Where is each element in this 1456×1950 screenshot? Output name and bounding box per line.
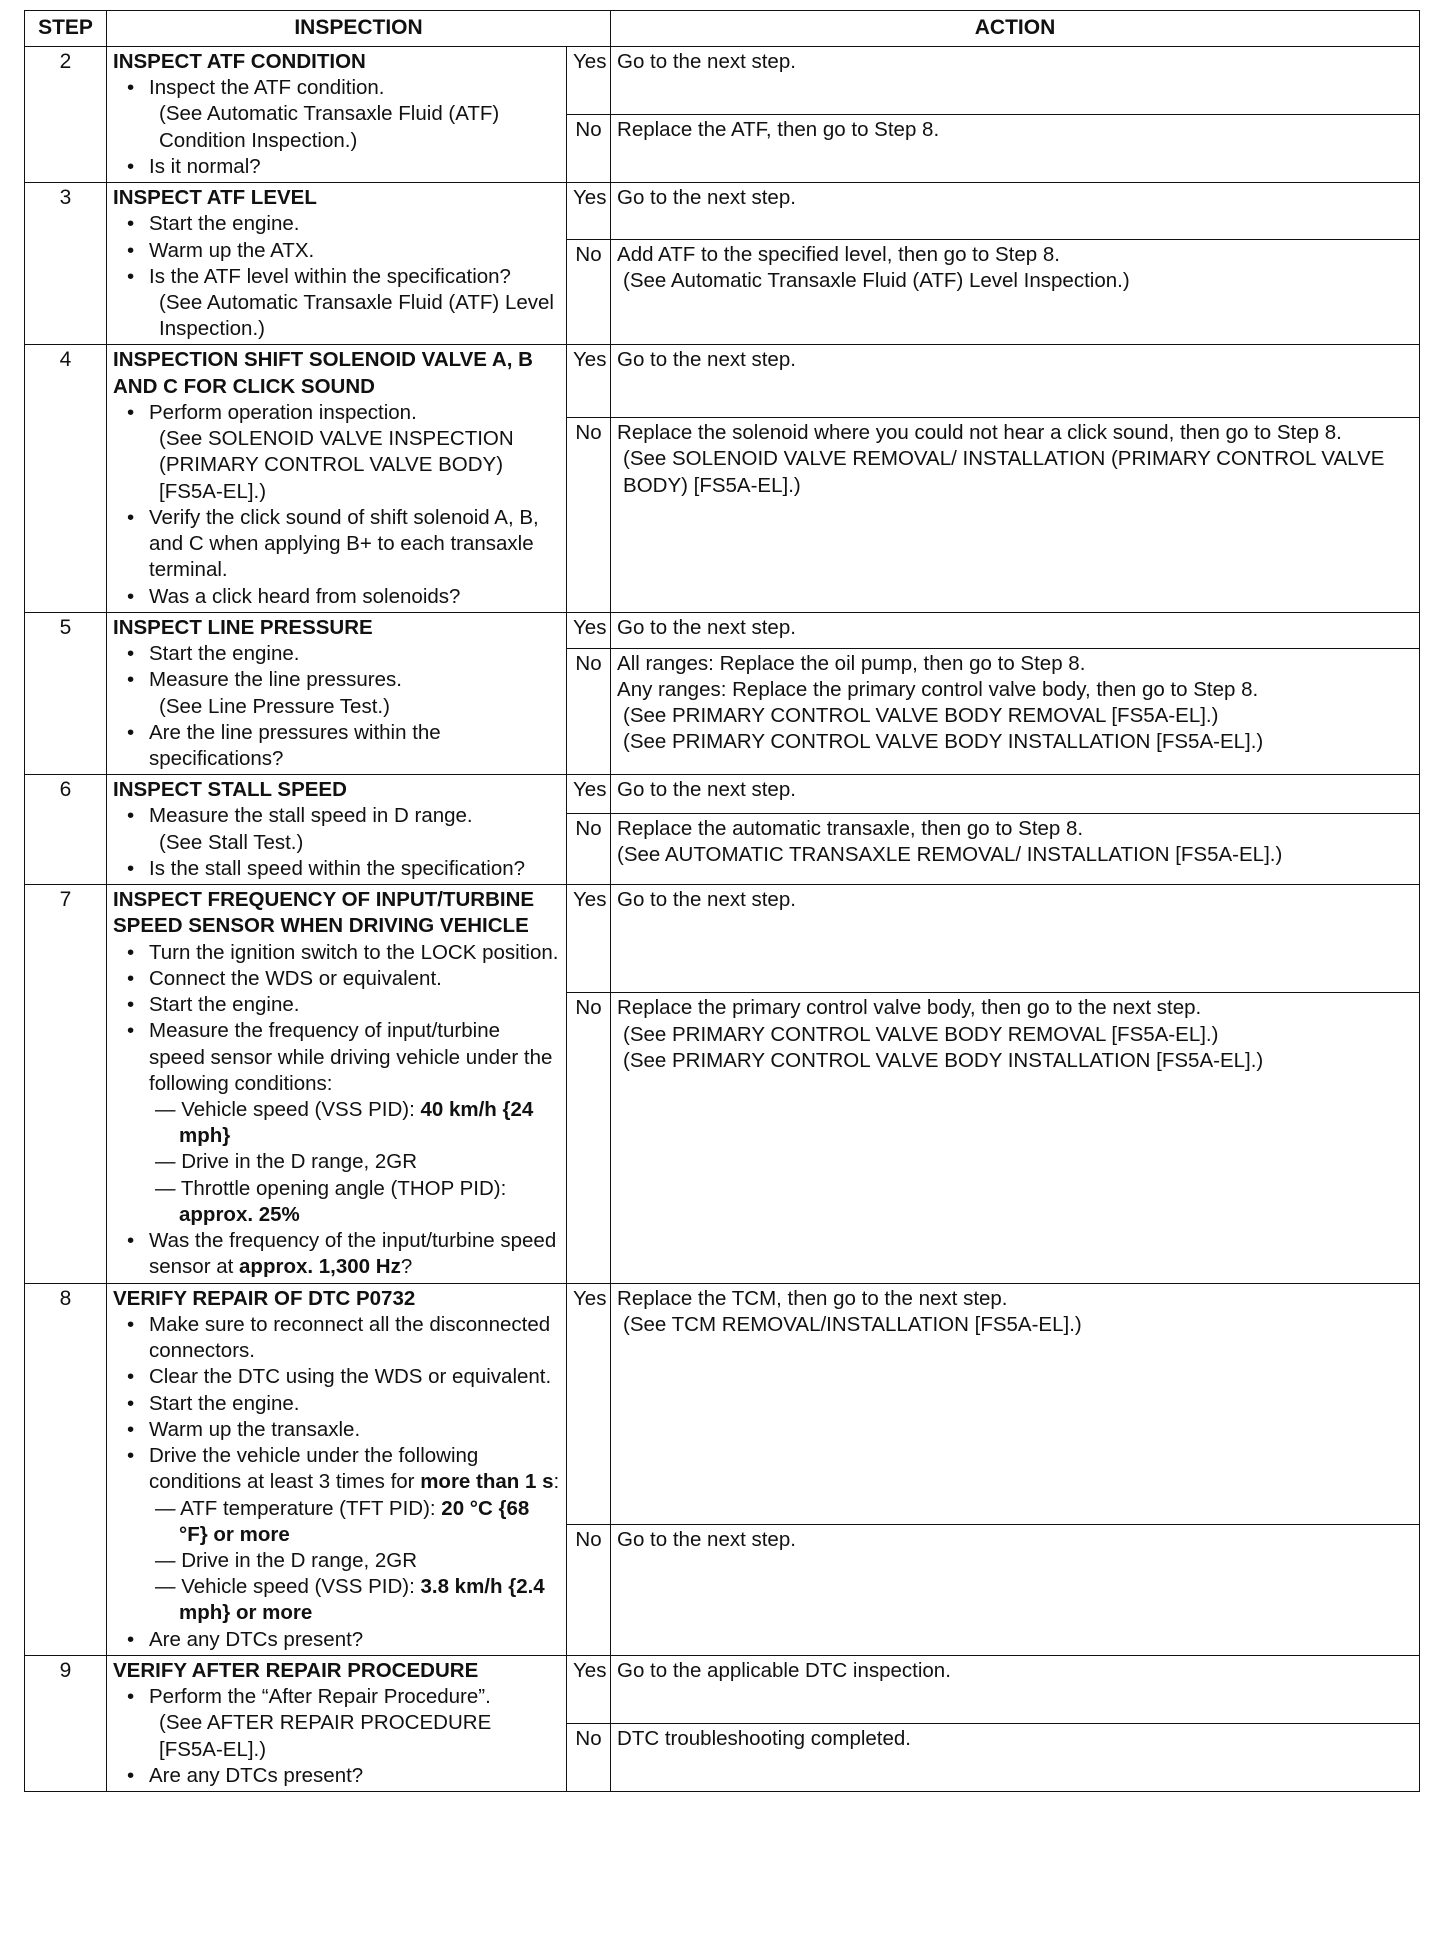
- troubleshooting-document: [24, 10, 1420, 1792]
- inspection-cell: [107, 612, 567, 774]
- list-item: • Start the engine.: [113, 1391, 560, 1417]
- inspection-title: INSPECT ATF CONDITION: [113, 49, 366, 73]
- no-action: All ranges: Replace the oil pump, then go to Step 8.: [617, 651, 1086, 675]
- no-action: Replace the ATF, then go to Step 8.: [611, 114, 1420, 182]
- item-text: Measure the line pressures.: [149, 668, 402, 692]
- action-reference: (See PRIMARY CONTROL VALVE BODY REMOVAL [FS5A-EL].): [623, 1022, 1219, 1046]
- action-reference: (See SOLENOID VALVE REMOVAL/ INSTALLATION (PRIMARY CONTROL VALVE BODY) [FS5A-EL].): [623, 447, 1385, 497]
- condition-text: — Vehicle speed (VSS PID):: [155, 1098, 421, 1122]
- inspection-cell: [107, 775, 567, 885]
- condition-text: — Drive in the D range, 2GR: [155, 1549, 418, 1572]
- list-item: [113, 75, 560, 154]
- yes-action: Replace the TCM, then go to the next step.: [617, 1286, 1008, 1310]
- no-action-more: Any ranges: Replace the primary control valve body, then go to Step 8.: [617, 677, 1259, 701]
- no-label: No: [567, 114, 611, 182]
- yes-action: Go to the next step.: [611, 775, 1420, 814]
- table-row: [25, 1283, 1420, 1524]
- list-item: [113, 264, 560, 343]
- list-item: • Connect the WDS or equivalent.: [113, 966, 560, 992]
- inspection-title: INSPECT LINE PRESSURE: [113, 615, 373, 639]
- no-action-cell: [611, 240, 1420, 345]
- no-action-cell: [611, 648, 1420, 774]
- item-reference: (See Stall Test.): [159, 830, 304, 854]
- list-item: [113, 1228, 560, 1280]
- list-item: • Verify the click sound of shift solenoid A, B, and C when applying B+ to each transaxle terminal.: [113, 505, 560, 584]
- step-2-group: [25, 46, 1420, 182]
- table-row: [25, 46, 1420, 114]
- action-reference: (See Automatic Transaxle Fluid (ATF) Level Inspection.): [623, 269, 1130, 293]
- condition-value: approx. 25%: [179, 1202, 300, 1226]
- no-label: No: [567, 1724, 611, 1792]
- yes-label: Yes: [567, 612, 611, 648]
- yes-label: Yes: [567, 1655, 611, 1723]
- step-number: 9: [25, 1655, 107, 1791]
- inspection-cell: [107, 1655, 567, 1791]
- step-3-group: [25, 183, 1420, 345]
- no-label: No: [567, 1524, 611, 1655]
- list-item: [113, 803, 560, 855]
- inspection-list: [113, 400, 560, 610]
- item-text: Measure the stall speed in D range.: [149, 804, 473, 828]
- list-item: • Are the line pressures within the specifications?: [113, 720, 560, 772]
- no-action: Replace the primary control valve body, then go to the next step.: [617, 996, 1202, 1020]
- table-row: [25, 1655, 1420, 1723]
- list-item: • Start the engine.: [113, 211, 560, 237]
- step-4-group: [25, 345, 1420, 612]
- action-reference: (See PRIMARY CONTROL VALVE BODY REMOVAL [FS5A-EL].): [623, 704, 1219, 728]
- table-row: [25, 775, 1420, 814]
- step-number: 6: [25, 775, 107, 885]
- item-reference: (See AFTER REPAIR PROCEDURE [FS5A-EL].): [159, 1711, 492, 1761]
- condition-value: 20 °C {68 °F} or more: [179, 1496, 530, 1546]
- list-item: • Turn the ignition switch to the LOCK position.: [113, 940, 560, 966]
- no-action: Add ATF to the specified level, then go to Step 8.: [617, 243, 1060, 267]
- no-action-cell: [611, 813, 1420, 884]
- table-row: [25, 183, 1420, 240]
- inspection-list: [113, 803, 560, 882]
- yes-action: Go to the next step.: [611, 885, 1420, 993]
- item-text: Was the frequency of the input/turbine speed sensor at: [149, 1229, 557, 1279]
- condition-value: 40 km/h {24 mph}: [179, 1098, 534, 1148]
- inspection-cell: [107, 885, 567, 1284]
- item-value: more than 1 s: [420, 1470, 554, 1494]
- no-action: Replace the automatic transaxle, then go to Step 8.: [617, 816, 1084, 840]
- yes-action: Go to the next step.: [611, 345, 1420, 418]
- action-header: ACTION: [611, 11, 1420, 47]
- table-header-row: [25, 11, 1420, 47]
- item-text-end: ?: [400, 1255, 413, 1279]
- inspection-cell: [107, 1283, 567, 1655]
- yes-label: Yes: [567, 775, 611, 814]
- action-reference: (See AUTOMATIC TRANSAXLE REMOVAL/ INSTALLATION [FS5A-EL].): [617, 843, 1283, 867]
- no-label: No: [567, 993, 611, 1283]
- inspection-title: INSPECT FREQUENCY OF INPUT/TURBINE SPEED SENSOR WHEN DRIVING VEHICLE: [113, 888, 535, 938]
- yes-label: Yes: [567, 345, 611, 418]
- list-item: • Is the stall speed within the specification?: [113, 856, 560, 882]
- inspection-cell: [107, 345, 567, 612]
- condition-text: — Drive in the D range, 2GR: [155, 1150, 418, 1174]
- inspection-list: [113, 1684, 560, 1789]
- condition-value: 3.8 km/h {2.4 mph} or more: [179, 1575, 545, 1625]
- yes-action: Go to the next step.: [611, 183, 1420, 240]
- item-text: Inspect the ATF condition.: [149, 76, 385, 100]
- condition-text: — ATF temperature (TFT PID):: [155, 1496, 442, 1520]
- item-reference: (See SOLENOID VALVE INSPECTION (PRIMARY CONTROL VALVE BODY) [FS5A-EL].): [159, 427, 514, 503]
- condition-item: [113, 1548, 560, 1574]
- condition-item: [113, 1176, 560, 1228]
- inspection-cell: [107, 46, 567, 182]
- item-text-end: :: [553, 1470, 560, 1494]
- table-row: [25, 885, 1420, 993]
- condition-text: — Vehicle speed (VSS PID):: [155, 1575, 421, 1599]
- table-row: [25, 612, 1420, 648]
- yes-label: Yes: [567, 885, 611, 993]
- step-number: 4: [25, 345, 107, 612]
- list-item: • Was a click heard from solenoids?: [113, 584, 560, 610]
- step-9-group: [25, 1655, 1420, 1791]
- list-item: • Are any DTCs present?: [113, 1627, 560, 1653]
- no-action: DTC troubleshooting completed.: [611, 1724, 1420, 1792]
- inspection-list: [113, 1312, 560, 1653]
- inspection-title: INSPECTION SHIFT SOLENOID VALVE A, B AND C FOR CLICK SOUND: [113, 348, 533, 398]
- yes-label: Yes: [567, 1283, 611, 1524]
- item-reference: (See Automatic Transaxle Fluid (ATF) Condition Inspection.): [159, 102, 500, 152]
- inspection-title: VERIFY REPAIR OF DTC P0732: [113, 1286, 416, 1310]
- condition-item: [113, 1149, 560, 1175]
- step-number: 8: [25, 1283, 107, 1655]
- inspection-list: [113, 940, 560, 1281]
- no-action: Go to the next step.: [611, 1524, 1420, 1655]
- list-item: • Start the engine.: [113, 992, 560, 1018]
- item-text: Is the ATF level within the specification?: [149, 264, 511, 288]
- list-item: • Is it normal?: [113, 154, 560, 180]
- no-label: No: [567, 813, 611, 884]
- yes-label: Yes: [567, 183, 611, 240]
- no-label: No: [567, 648, 611, 774]
- step-6-group: [25, 775, 1420, 885]
- no-action-cell: [611, 418, 1420, 613]
- action-reference-2: (See PRIMARY CONTROL VALVE BODY INSTALLATION [FS5A-EL].): [623, 1048, 1264, 1072]
- list-item: [113, 400, 560, 505]
- item-reference: (See Automatic Transaxle Fluid (ATF) Level Inspection.): [159, 290, 554, 341]
- list-item: [113, 1684, 560, 1763]
- step-number: 7: [25, 885, 107, 1284]
- step-number: 5: [25, 612, 107, 774]
- item-reference: (See Line Pressure Test.): [159, 694, 390, 718]
- inspection-title: INSPECT ATF LEVEL: [113, 186, 317, 210]
- step-header: STEP: [25, 11, 107, 47]
- condition-text: — Throttle opening angle (THOP PID):: [155, 1176, 507, 1200]
- yes-action: Go to the next step.: [611, 612, 1420, 648]
- inspection-list: [113, 211, 560, 342]
- list-item: • Warm up the transaxle.: [113, 1417, 560, 1443]
- inspection-list: [113, 641, 560, 772]
- item-text: Drive the vehicle under the following conditions at least 3 times for: [149, 1444, 479, 1494]
- list-item: [113, 1443, 560, 1495]
- inspection-list: [113, 75, 560, 180]
- step-5-group: [25, 612, 1420, 774]
- inspection-table: [24, 10, 1420, 1792]
- list-item: [113, 667, 560, 719]
- action-reference-2: (See PRIMARY CONTROL VALVE BODY INSTALLATION [FS5A-EL].): [623, 730, 1264, 754]
- yes-action-cell: [611, 1283, 1420, 1524]
- no-action: Replace the solenoid where you could not hear a click sound, then go to Step 8.: [617, 421, 1342, 445]
- yes-action: Go to the applicable DTC inspection.: [611, 1655, 1420, 1723]
- inspection-title: INSPECT STALL SPEED: [113, 778, 347, 802]
- step-7-group: [25, 885, 1420, 1284]
- list-item: • Are any DTCs present?: [113, 1763, 560, 1789]
- step-number: 3: [25, 183, 107, 345]
- inspection-header: INSPECTION: [107, 11, 611, 47]
- list-item: • Warm up the ATX.: [113, 238, 560, 264]
- no-label: No: [567, 418, 611, 613]
- list-item: • Make sure to reconnect all the disconnected connectors.: [113, 1312, 560, 1364]
- list-item: • Measure the frequency of input/turbine speed sensor while driving vehicle under the following conditions:: [113, 1018, 560, 1097]
- no-action-cell: [611, 993, 1420, 1283]
- condition-item: [113, 1574, 560, 1626]
- item-value: approx. 1,300 Hz: [239, 1255, 401, 1279]
- yes-label: Yes: [567, 46, 611, 114]
- list-item: • Clear the DTC using the WDS or equivalent.: [113, 1364, 560, 1390]
- list-item: • Start the engine.: [113, 641, 560, 667]
- action-reference: (See TCM REMOVAL/INSTALLATION [FS5A-EL].): [623, 1312, 1082, 1336]
- condition-item: [113, 1496, 560, 1548]
- inspection-title: VERIFY AFTER REPAIR PROCEDURE: [113, 1658, 479, 1682]
- condition-item: [113, 1097, 560, 1149]
- item-text: Perform operation inspection.: [149, 400, 417, 424]
- yes-action: Go to the next step.: [611, 46, 1420, 114]
- no-label: No: [567, 240, 611, 345]
- table-row: [25, 345, 1420, 418]
- step-8-group: [25, 1283, 1420, 1655]
- inspection-cell: [107, 183, 567, 345]
- item-text: Perform the “After Repair Procedure”.: [149, 1685, 491, 1709]
- step-number: 2: [25, 46, 107, 182]
